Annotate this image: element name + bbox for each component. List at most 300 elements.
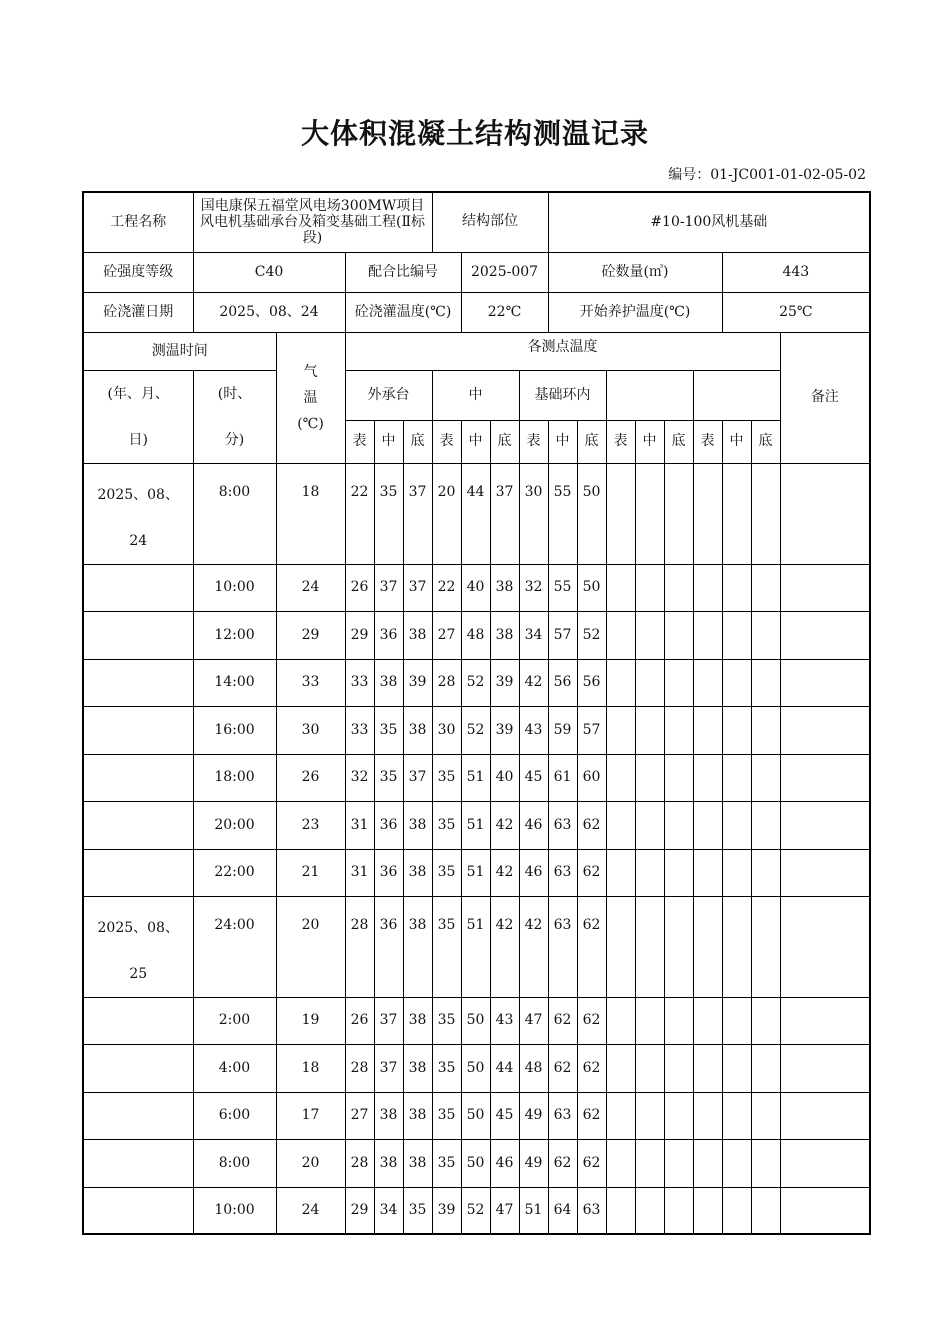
point-temperature-cell: [606, 706, 635, 754]
time-cell: 24:00: [193, 896, 276, 997]
point-temperature-cell: 62: [577, 849, 606, 896]
point-temperature-cell: [751, 849, 780, 896]
point-temperature-cell: 51: [519, 1187, 548, 1234]
table-row: [83, 1187, 870, 1234]
subcol-header: 底: [577, 420, 606, 463]
point-temperature-cell: 38: [374, 1092, 403, 1139]
point-temperature-cell: 31: [345, 849, 374, 896]
point-temperature-cell: [751, 754, 780, 801]
point-temperature-cell: 37: [374, 1044, 403, 1092]
point-temperature-cell: 62: [548, 1044, 577, 1092]
point-temperature-cell: 42: [519, 659, 548, 706]
point-temperature-cell: 44: [490, 1044, 519, 1092]
subcol-header: 中: [374, 420, 403, 463]
point-temperature-cell: [606, 463, 635, 564]
point-temperature-cell: [722, 754, 751, 801]
point-temperature-cell: 62: [577, 1092, 606, 1139]
remark-cell: [780, 997, 870, 1044]
point-temperature-cell: 43: [490, 997, 519, 1044]
point-temperature-cell: 38: [403, 1092, 432, 1139]
subcol-header: 底: [751, 420, 780, 463]
air-temperature-cell: 24: [276, 1187, 345, 1234]
point-temperature-cell: 20: [432, 463, 461, 564]
point-temperature-cell: [751, 611, 780, 659]
point-temperature-cell: 38: [374, 1139, 403, 1187]
point-temperature-cell: 40: [490, 754, 519, 801]
point-temperature-cell: [664, 896, 693, 997]
air-temperature-cell: 33: [276, 659, 345, 706]
air-temperature-cell: 19: [276, 997, 345, 1044]
point-temperature-cell: [693, 659, 722, 706]
table-row: [83, 997, 870, 1044]
table-row: [83, 659, 870, 706]
point-temperature-cell: 51: [461, 896, 490, 997]
point-temperature-cell: 46: [519, 801, 548, 849]
point-temperature-cell: [635, 801, 664, 849]
point-temperature-cell: 50: [461, 997, 490, 1044]
point-temperature-cell: [693, 801, 722, 849]
date-cell: [83, 754, 193, 801]
point-temperature-cell: 36: [374, 611, 403, 659]
point-temperature-cell: 36: [374, 896, 403, 997]
point-temperature-cell: [722, 659, 751, 706]
air-temperature-cell: 30: [276, 706, 345, 754]
concrete-quantity-value: 443: [722, 252, 870, 292]
point-temperature-cell: 30: [432, 706, 461, 754]
point-temperature-cell: [606, 849, 635, 896]
point-temperature-cell: [635, 896, 664, 997]
point-temperature-cell: 62: [577, 997, 606, 1044]
point-temperature-cell: [606, 659, 635, 706]
point-temperature-cell: [606, 1139, 635, 1187]
point-temperature-cell: 62: [577, 1139, 606, 1187]
point-temperature-cell: 35: [432, 849, 461, 896]
point-temperature-cell: 29: [345, 611, 374, 659]
point-temperature-cell: 60: [577, 754, 606, 801]
point-temperature-cell: 40: [461, 564, 490, 611]
table-row: [83, 706, 870, 754]
point-temperature-cell: 35: [374, 754, 403, 801]
point-temperature-cell: 37: [403, 754, 432, 801]
time-cell: 16:00: [193, 706, 276, 754]
point-temperature-cell: 46: [519, 849, 548, 896]
point-temperature-cell: [693, 564, 722, 611]
air-temperature-cell: 18: [276, 1044, 345, 1092]
point-temperature-cell: 51: [461, 754, 490, 801]
remark-cell: [780, 1044, 870, 1092]
remark-cell: [780, 463, 870, 564]
point-temperature-cell: [635, 659, 664, 706]
time-cell: 2:00: [193, 997, 276, 1044]
remark-cell: [780, 564, 870, 611]
mix-ratio-value: 2025-007: [461, 252, 548, 292]
point-temperature-cell: [722, 801, 751, 849]
point-temperature-cell: 51: [461, 801, 490, 849]
point-temperature-cell: 63: [548, 1092, 577, 1139]
time-cell: 14:00: [193, 659, 276, 706]
air-temperature-cell: 23: [276, 801, 345, 849]
point-temperature-cell: 45: [519, 754, 548, 801]
point-temperature-cell: [606, 564, 635, 611]
point-temperature-cell: 37: [374, 997, 403, 1044]
remark-cell: [780, 706, 870, 754]
point-temperature-cell: 47: [490, 1187, 519, 1234]
point-temperature-cell: [664, 659, 693, 706]
point-temperature-cell: 28: [345, 1044, 374, 1092]
table-row: [83, 801, 870, 849]
date-cell: [83, 801, 193, 849]
point-temperature-cell: 31: [345, 801, 374, 849]
air-temperature-cell: 20: [276, 1139, 345, 1187]
point-temperature-cell: 64: [548, 1187, 577, 1234]
point-temperature-cell: 38: [403, 801, 432, 849]
point-temperature-cell: 28: [345, 896, 374, 997]
table-row: [83, 754, 870, 801]
curing-temperature-value: 25℃: [722, 292, 870, 332]
table-row: [83, 463, 870, 564]
subcol-header: 底: [490, 420, 519, 463]
date-cell: [83, 706, 193, 754]
point-temperature-cell: [635, 1139, 664, 1187]
date-cell: [83, 1044, 193, 1092]
point-temperature-cell: [606, 1092, 635, 1139]
point-temperature-cell: [606, 997, 635, 1044]
point-temperature-cell: 39: [490, 706, 519, 754]
point-temperature-cell: 56: [548, 659, 577, 706]
time-cell: 18:00: [193, 754, 276, 801]
remark-cell: [780, 849, 870, 896]
point-temperature-cell: [664, 564, 693, 611]
strength-grade-label: 砼强度等级: [83, 252, 193, 292]
remark-cell: [780, 801, 870, 849]
point-temperature-cell: [664, 611, 693, 659]
point-temperature-cell: [664, 463, 693, 564]
point-temperature-cell: 35: [432, 754, 461, 801]
table-row: [83, 896, 870, 997]
point-temperature-cell: [751, 564, 780, 611]
subcol-header: 底: [403, 420, 432, 463]
point-temperature-cell: 44: [461, 463, 490, 564]
point-temperature-cell: 42: [490, 849, 519, 896]
point-temperature-cell: [751, 997, 780, 1044]
point-temperature-cell: 38: [490, 611, 519, 659]
subcol-header: 表: [432, 420, 461, 463]
point-temperature-cell: [722, 997, 751, 1044]
time-cell: 6:00: [193, 1092, 276, 1139]
point-temperature-cell: [693, 611, 722, 659]
page-title: 大体积混凝土结构测温记录: [300, 117, 649, 150]
time-cell: 12:00: [193, 611, 276, 659]
point-temperature-cell: 62: [577, 801, 606, 849]
point-temperature-cell: [722, 1139, 751, 1187]
point-temperature-cell: [664, 801, 693, 849]
pour-temperature-value: 22℃: [461, 292, 548, 332]
air-temperature-cell: 26: [276, 754, 345, 801]
subcol-header: 表: [519, 420, 548, 463]
table-row: [83, 849, 870, 896]
point-temperature-cell: [664, 1187, 693, 1234]
point-temperature-cell: [751, 1044, 780, 1092]
point-temperature-cell: [606, 611, 635, 659]
subcol-header: 表: [345, 420, 374, 463]
point-temperature-cell: 39: [432, 1187, 461, 1234]
point-temperature-cell: [722, 896, 751, 997]
remark-cell: [780, 1092, 870, 1139]
date-cell: [83, 1092, 193, 1139]
strength-grade-value: C40: [193, 252, 345, 292]
group-ring-inner: 基础环内: [519, 370, 606, 420]
measure-time-header: 测温时间: [83, 332, 276, 370]
point-temperature-cell: 38: [403, 611, 432, 659]
air-temperature-cell: 21: [276, 849, 345, 896]
air-temperature-cell: 17: [276, 1092, 345, 1139]
date-cell: [83, 997, 193, 1044]
point-temperature-cell: 50: [577, 564, 606, 611]
point-temperature-cell: [751, 706, 780, 754]
point-temperature-cell: 38: [374, 659, 403, 706]
point-temperature-cell: [722, 611, 751, 659]
point-temperature-cell: 61: [548, 754, 577, 801]
point-temperature-cell: [722, 1044, 751, 1092]
point-temperature-cell: 35: [432, 1092, 461, 1139]
point-temperature-cell: [751, 801, 780, 849]
table-row: [83, 1092, 870, 1139]
subcol-header: 中: [548, 420, 577, 463]
date-cell: [83, 1139, 193, 1187]
subcol-header: 表: [606, 420, 635, 463]
point-temperature-cell: [606, 1044, 635, 1092]
point-temperature-cell: 42: [519, 896, 548, 997]
table-row: [83, 564, 870, 611]
point-temperature-cell: [693, 1187, 722, 1234]
point-temperature-cell: [606, 754, 635, 801]
point-temperature-cell: [664, 849, 693, 896]
point-temperature-cell: 37: [490, 463, 519, 564]
point-temperature-cell: [635, 754, 664, 801]
remark-cell: [780, 611, 870, 659]
measure-points-header: 各测点温度: [345, 332, 780, 370]
point-temperature-cell: 34: [374, 1187, 403, 1234]
point-temperature-cell: [635, 849, 664, 896]
remark-cell: [780, 659, 870, 706]
point-temperature-cell: 34: [519, 611, 548, 659]
point-temperature-cell: 52: [461, 706, 490, 754]
point-temperature-cell: [664, 997, 693, 1044]
project-value: 国电康保五福堂风电场300MW项目风电机基础承台及箱变基础工程(Ⅱ标段): [193, 192, 432, 252]
point-temperature-cell: [635, 564, 664, 611]
air-temperature-cell: 20: [276, 896, 345, 997]
point-temperature-cell: 35: [374, 706, 403, 754]
project-label: 工程名称: [83, 192, 193, 252]
time-cell: 8:00: [193, 1139, 276, 1187]
point-temperature-cell: 55: [548, 564, 577, 611]
point-temperature-cell: 29: [345, 1187, 374, 1234]
subcol-header: 中: [635, 420, 664, 463]
curing-temperature-label: 开始养护温度(℃): [548, 292, 722, 332]
point-temperature-cell: 39: [403, 659, 432, 706]
pour-temperature-label: 砼浇灌温度(℃): [345, 292, 461, 332]
point-temperature-cell: 38: [403, 896, 432, 997]
point-temperature-cell: 28: [345, 1139, 374, 1187]
point-temperature-cell: 38: [490, 564, 519, 611]
point-temperature-cell: 35: [403, 1187, 432, 1234]
point-temperature-cell: [664, 1139, 693, 1187]
time-cell: 22:00: [193, 849, 276, 896]
point-temperature-cell: 50: [461, 1139, 490, 1187]
point-temperature-cell: 62: [548, 1139, 577, 1187]
date-cell: [83, 1187, 193, 1234]
point-temperature-cell: 32: [345, 754, 374, 801]
point-temperature-cell: [693, 463, 722, 564]
point-temperature-cell: 50: [461, 1044, 490, 1092]
point-temperature-cell: 35: [432, 1044, 461, 1092]
point-temperature-cell: 43: [519, 706, 548, 754]
point-temperature-cell: 59: [548, 706, 577, 754]
point-temperature-cell: [693, 997, 722, 1044]
point-temperature-cell: [693, 1139, 722, 1187]
point-temperature-cell: [693, 1044, 722, 1092]
point-temperature-cell: [693, 754, 722, 801]
point-temperature-cell: [664, 1092, 693, 1139]
point-temperature-cell: 62: [577, 896, 606, 997]
point-temperature-cell: 22: [345, 463, 374, 564]
point-temperature-cell: 49: [519, 1092, 548, 1139]
table-row: [83, 611, 870, 659]
point-temperature-cell: [693, 1092, 722, 1139]
structure-part-label: 结构部位: [432, 192, 548, 252]
point-temperature-cell: 42: [490, 896, 519, 997]
group-outer-cap: 外承台: [345, 370, 432, 420]
point-temperature-cell: [635, 1092, 664, 1139]
point-temperature-cell: 35: [432, 801, 461, 849]
point-temperature-cell: 63: [548, 896, 577, 997]
point-temperature-cell: [664, 706, 693, 754]
pour-date-label: 砼浇灌日期: [83, 292, 193, 332]
point-temperature-cell: 52: [577, 611, 606, 659]
point-temperature-cell: 26: [345, 564, 374, 611]
point-temperature-cell: 38: [403, 997, 432, 1044]
point-temperature-cell: 50: [461, 1092, 490, 1139]
date-cell: [83, 564, 193, 611]
point-temperature-cell: 57: [577, 706, 606, 754]
concrete-quantity-label: 砼数量(㎥): [548, 252, 722, 292]
date-cell: [83, 849, 193, 896]
time-cell: 10:00: [193, 564, 276, 611]
point-temperature-cell: [693, 706, 722, 754]
point-temperature-cell: 35: [432, 896, 461, 997]
point-temperature-cell: 33: [345, 706, 374, 754]
point-temperature-cell: [751, 1139, 780, 1187]
point-temperature-cell: 55: [548, 463, 577, 564]
point-temperature-cell: 48: [461, 611, 490, 659]
hour-header: (时、 分): [193, 370, 276, 463]
time-cell: 4:00: [193, 1044, 276, 1092]
remark-header: 备注: [780, 332, 870, 463]
date-cell: [83, 611, 193, 659]
remark-cell: [780, 1187, 870, 1234]
point-temperature-cell: [635, 997, 664, 1044]
point-temperature-cell: 30: [519, 463, 548, 564]
subcol-header: 中: [461, 420, 490, 463]
point-temperature-cell: 38: [403, 1044, 432, 1092]
time-cell: 8:00: [193, 463, 276, 564]
point-temperature-cell: 50: [577, 463, 606, 564]
air-temperature-header: 气 温 (℃): [276, 332, 345, 463]
point-temperature-cell: [635, 1044, 664, 1092]
point-temperature-cell: 22: [432, 564, 461, 611]
point-temperature-cell: [635, 611, 664, 659]
subcol-header: 表: [693, 420, 722, 463]
point-temperature-cell: 26: [345, 997, 374, 1044]
point-temperature-cell: [635, 463, 664, 564]
point-temperature-cell: 51: [461, 849, 490, 896]
point-temperature-cell: [722, 706, 751, 754]
point-temperature-cell: 35: [432, 1139, 461, 1187]
point-temperature-cell: 38: [403, 706, 432, 754]
point-temperature-cell: [606, 896, 635, 997]
point-temperature-cell: 37: [403, 564, 432, 611]
point-temperature-cell: 63: [548, 849, 577, 896]
point-temperature-cell: [635, 706, 664, 754]
point-temperature-cell: [722, 463, 751, 564]
point-temperature-cell: [722, 1092, 751, 1139]
point-temperature-cell: [693, 849, 722, 896]
point-temperature-cell: 46: [490, 1139, 519, 1187]
subcol-header: 底: [664, 420, 693, 463]
point-temperature-cell: 42: [490, 801, 519, 849]
point-temperature-cell: 62: [548, 997, 577, 1044]
point-temperature-cell: [664, 754, 693, 801]
document-number: 编号：01-JC001-01-02-05-02: [668, 167, 866, 183]
date-cell: [83, 659, 193, 706]
point-temperature-cell: [751, 1092, 780, 1139]
air-temperature-cell: 29: [276, 611, 345, 659]
point-temperature-cell: 57: [548, 611, 577, 659]
date-cell: 2025、08、24: [83, 463, 193, 564]
point-temperature-cell: 52: [461, 1187, 490, 1234]
point-temperature-cell: 27: [432, 611, 461, 659]
date-cell: 2025、08、25: [83, 896, 193, 997]
point-temperature-cell: 32: [519, 564, 548, 611]
point-temperature-cell: 33: [345, 659, 374, 706]
pour-date-value: 2025、08、24: [193, 292, 345, 332]
point-temperature-cell: 56: [577, 659, 606, 706]
table-row: [83, 1139, 870, 1187]
subcol-header: 中: [722, 420, 751, 463]
point-temperature-cell: 47: [519, 997, 548, 1044]
air-temperature-cell: 24: [276, 564, 345, 611]
point-temperature-cell: [606, 1187, 635, 1234]
point-temperature-cell: 39: [490, 659, 519, 706]
date-header: (年、月、 日): [83, 370, 193, 463]
group-middle: 中: [432, 370, 519, 420]
point-temperature-cell: 37: [374, 564, 403, 611]
air-temperature-cell: 18: [276, 463, 345, 564]
temperature-record-table: [82, 191, 871, 1235]
time-cell: 20:00: [193, 801, 276, 849]
point-temperature-cell: 28: [432, 659, 461, 706]
group-blank-4: [606, 370, 693, 420]
group-blank-5: [693, 370, 780, 420]
point-temperature-cell: 35: [374, 463, 403, 564]
remark-cell: [780, 754, 870, 801]
point-temperature-cell: [722, 1187, 751, 1234]
point-temperature-cell: 27: [345, 1092, 374, 1139]
point-temperature-cell: 52: [461, 659, 490, 706]
point-temperature-cell: [751, 659, 780, 706]
mix-ratio-label: 配合比编号: [345, 252, 461, 292]
point-temperature-cell: 49: [519, 1139, 548, 1187]
